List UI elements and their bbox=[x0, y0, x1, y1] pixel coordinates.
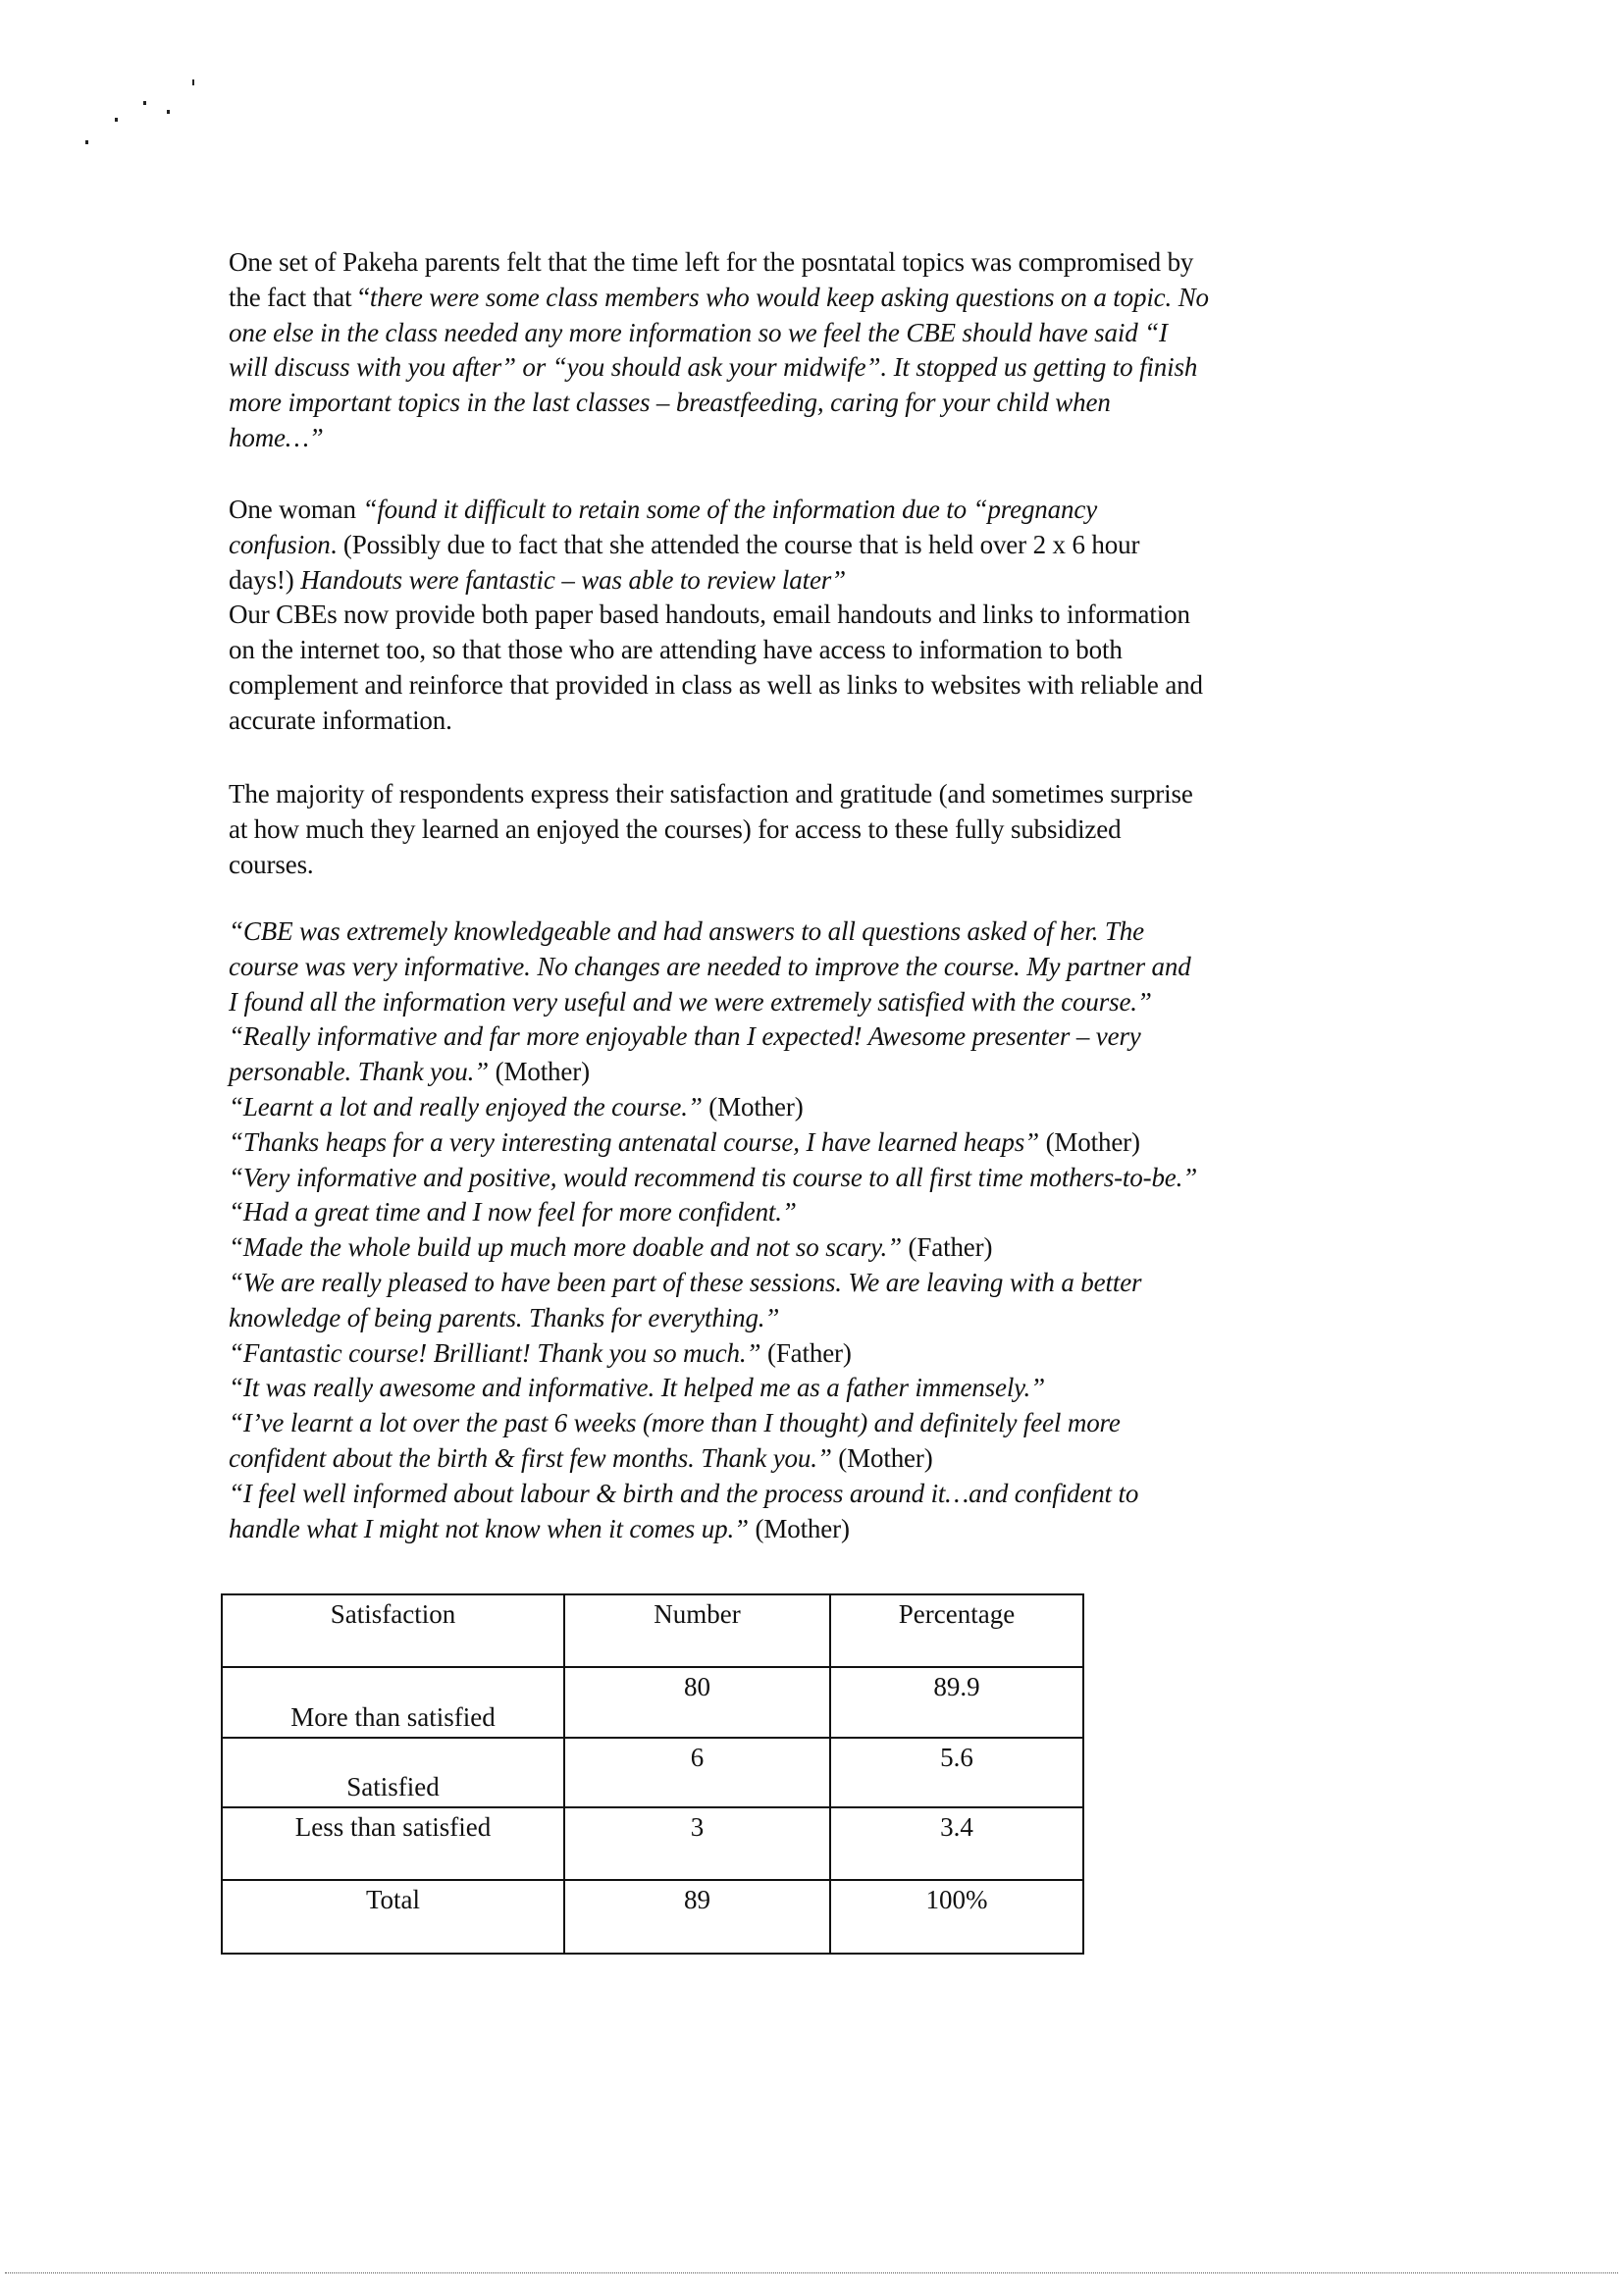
table-row bbox=[222, 1738, 1083, 1807]
paragraph-majority bbox=[229, 777, 1406, 882]
text-line: “I feel well informed about labour & birth and the process around it…and confident to bbox=[229, 1478, 1139, 1508]
text-line: confident about the birth & first few months. Thank you.” (Mother) bbox=[229, 1442, 933, 1473]
table-row bbox=[222, 1667, 1083, 1738]
text-line: “CBE was extremely knowledgeable and had answers to all questions asked of her. The bbox=[229, 916, 1144, 946]
text-line: more important topics in the last classes – breastfeeding, caring for your child when bbox=[229, 388, 1111, 418]
text-line: “We are really pleased to have been part of these sessions. We are leaving with a better bbox=[229, 1267, 1142, 1297]
text-line: one else in the class needed any more information so we feel the CBE should have said “I bbox=[229, 317, 1168, 347]
scan-speck bbox=[143, 101, 146, 105]
cell-number: 3 bbox=[564, 1807, 830, 1880]
text-line: “It was really awesome and informative. It helped me as a father immensely.” bbox=[229, 1373, 1045, 1403]
cell-number: 80 bbox=[564, 1667, 830, 1738]
text-line: will discuss with you after” or “you should ask your midwife”. It stopped us getting to finish bbox=[229, 352, 1198, 383]
table-total-row bbox=[222, 1880, 1083, 1954]
cell-label: More than satisfied bbox=[222, 1667, 564, 1738]
text-line: The majority of respondents express their satisfaction and gratitude (and sometimes surprise bbox=[229, 779, 1193, 809]
header-percentage: Percentage bbox=[830, 1594, 1083, 1667]
text-line: home…” bbox=[229, 422, 324, 452]
text-line: at how much they learned an enjoyed the courses) for access to these fully subsidized bbox=[229, 813, 1122, 844]
text-line: I found all the information very useful and we were extremely satisfied with the course.” bbox=[229, 986, 1152, 1017]
text-line: “Learnt a lot and really enjoyed the course.” (Mother) bbox=[229, 1091, 804, 1122]
text-line: “Very informative and positive, would recommend tis course to all first time mothers-to-be.” bbox=[229, 1162, 1198, 1192]
text-line: “Really informative and far more enjoyable than I expected! Awesome presenter – very bbox=[229, 1021, 1141, 1052]
page-bottom-dotted-rule bbox=[5, 2272, 1618, 2273]
satisfaction-table bbox=[221, 1593, 1084, 1955]
text-line: course was very informative. No changes are needed to improve the course. My partner and bbox=[229, 951, 1191, 981]
text-line: accurate information. bbox=[229, 704, 452, 735]
cell-label: Less than satisfied bbox=[222, 1807, 564, 1880]
scan-speck bbox=[115, 118, 118, 122]
text-line: Our CBEs now provide both paper based handouts, email handouts and links to information bbox=[229, 600, 1190, 630]
cell-total-number: 89 bbox=[564, 1880, 830, 1954]
table-header-row bbox=[222, 1594, 1083, 1667]
scan-speck bbox=[192, 79, 194, 85]
paragraph-one-woman bbox=[229, 493, 1406, 739]
cell-total-label: Total bbox=[222, 1880, 564, 1954]
text-line: “Thanks heaps for a very interesting antenatal course, I have learned heaps” (Mother) bbox=[229, 1126, 1140, 1157]
scan-speck bbox=[167, 110, 170, 114]
text-line: One woman “found it difficult to retain some of the information due to “pregnancy bbox=[229, 495, 1098, 524]
cell-percentage: 5.6 bbox=[830, 1738, 1083, 1807]
testimonial-quotes bbox=[229, 914, 1406, 1546]
cell-percentage: 3.4 bbox=[830, 1807, 1083, 1880]
cell-number: 6 bbox=[564, 1738, 830, 1807]
header-satisfaction: Satisfaction bbox=[222, 1594, 564, 1667]
cell-percentage: 89.9 bbox=[830, 1667, 1083, 1738]
table-row bbox=[222, 1807, 1083, 1880]
text-line: One set of Pakeha parents felt that the time left for the posntatal topics was compromised by bbox=[229, 247, 1194, 277]
text-line: knowledge of being parents. Thanks for everything.” bbox=[229, 1302, 780, 1332]
paragraph-pakeha-parents bbox=[229, 245, 1406, 456]
header-number: Number bbox=[564, 1594, 830, 1667]
text-line: “I’ve learnt a lot over the past 6 weeks (more than I thought) and definitely feel more bbox=[229, 1408, 1121, 1438]
text-line: complement and reinforce that provided in class as well as links to websites with reliable and bbox=[229, 669, 1203, 700]
text-line: the fact that “there were some class members who would keep asking questions on a topic. No bbox=[229, 282, 1209, 312]
text-line: “Had a great time and I now feel for more confident.” bbox=[229, 1197, 797, 1227]
text-line: “Made the whole build up much more doable and not so scary.” (Father) bbox=[229, 1232, 993, 1263]
cell-total-percentage: 100% bbox=[830, 1880, 1083, 1954]
text-line: handle what I might not know when it comes up.” (Mother) bbox=[229, 1513, 850, 1543]
text-line: courses. bbox=[229, 849, 314, 879]
text-line: days!) Handouts were fantastic – was able to review later” bbox=[229, 564, 847, 595]
text-line: on the internet too, so that those who are attending have access to information to both bbox=[229, 635, 1123, 665]
scan-speck bbox=[85, 140, 88, 144]
cell-label: Satisfied bbox=[222, 1738, 564, 1807]
text-line: personable. Thank you.” (Mother) bbox=[229, 1057, 590, 1087]
text-line: “Fantastic course! Brilliant! Thank you so much.” (Father) bbox=[229, 1337, 852, 1368]
text-line: confusion. (Possibly due to fact that she attended the course that is held over 2 x 6 hour bbox=[229, 529, 1140, 559]
